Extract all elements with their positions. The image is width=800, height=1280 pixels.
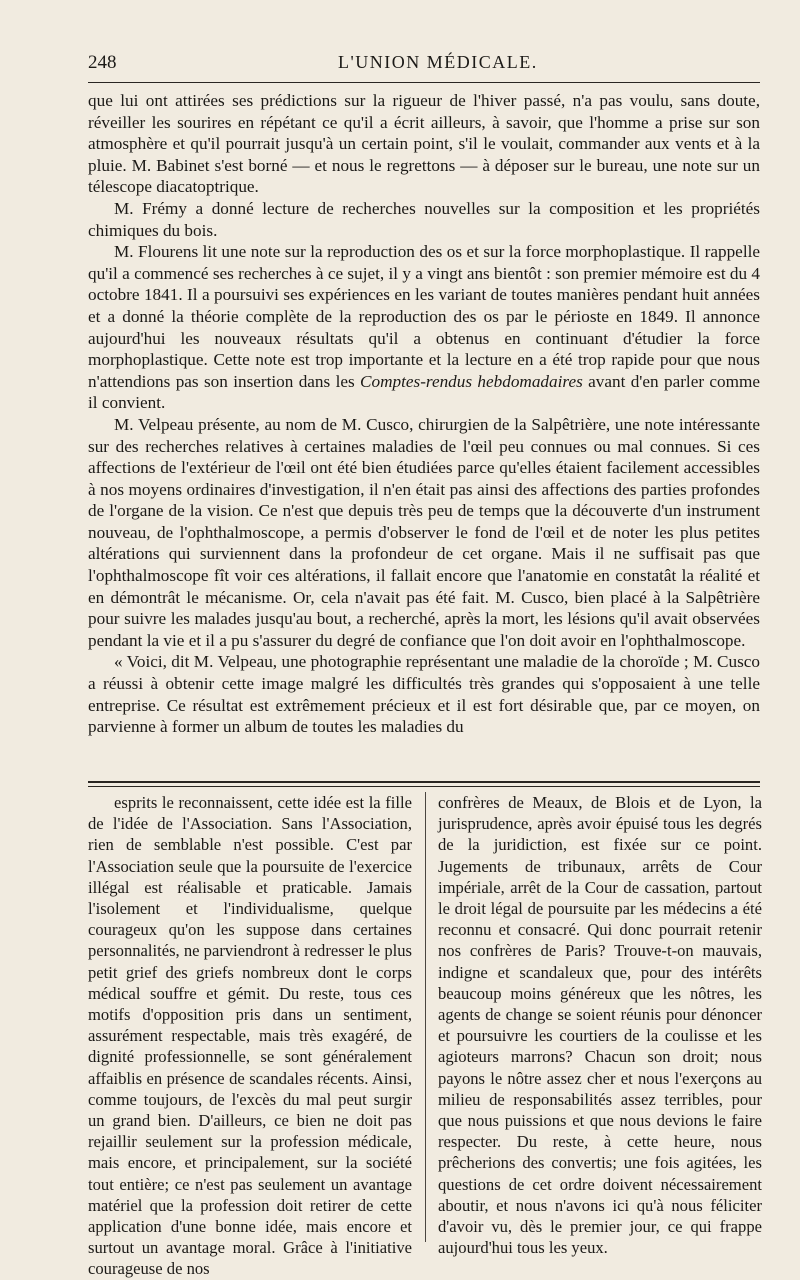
running-head [88, 46, 768, 80]
paragraph-quotation: « Voici, dit M. Velpeau, une photographie représentant une maladie de la choroïde ; M. Cusco a réussi à obtenir cette image malgré les difficultés très grandes qui s'opposaient à une telle entreprise. Ce résultat est extrêmement précieux et il est fort désirable que, par ce moyen, on parvienne à former un album de toutes les maladies du [88, 652, 760, 737]
feuilleton-right-text: confrères de Meaux, de Blois et de Lyon, la jurisprudence, après avoir épuisé tous les degrés de la juridiction, est fixée sur ce point. Jugements de tribunaux, arrêts de Cour impériale, arrêt de la Cour de cassation, partout le droit légal de poursuite par les médecins a été reconnu et consacré. Qui donc pourrait retenir nos confrères de Paris? Trouve-t-on mauvais, indigne et scandaleux que, pour des intérêts beaucoup moins généreux que les nôtres, les agents de change se soient réunis pour dénoncer et poursuivre les courtiers de la coulisse et les agioteurs marrons? Chacun son droit; nous payons le nôtre assez cher et nous l'exerçons au milieu de responsabilités assez terribles, pour que nous puissions et que nous devions le faire respecter. Du reste, à cette heure, nous prêcherions des convertis; une fois agitées, les questions de cet ordre doivent nécessairement aboutir, et nous n'avons ici qu'à nous féliciter d'avoir vu, dès le premier jour, ce qui frappe aujourd'hui tous les yeux. [438, 793, 762, 1258]
feuilleton-separator-thick [88, 781, 760, 783]
main-article [88, 90, 760, 738]
feuilleton-column-left [88, 792, 412, 1280]
paragraph-flourens-text: M. Flourens lit une note sur la reproduction des os et sur la force morphoplastique. Il rappelle qu'il a commencé ses recherches à ce sujet, il y a vingt ans bientôt : son premier mémoire est du 4 octobre 1841. Il a poursuivi ses expériences en les variant de toutes manières pendant huit années et a donné la théorie complète de la reproduction des os par le périoste en 1849. Il annonce aujourd'hui les nouveaux résultats qu'il a obtenus en continuant d'étudier la force morphoplastique. Cette note est trop importante et la lecture en a été trop rapide pour que nous n'attendions pas son insertion dans les [88, 242, 760, 391]
paragraph-flourens [88, 241, 760, 414]
header-rule [88, 82, 760, 83]
feuilleton-left-text: esprits le reconnaissent, cette idée est la fille de l'idée de l'Association. Sans l'Association, rien de semblable n'est possible. C'est par l'Association seule que la poursuite de l'exercice illégal est réalisable et praticable. Jamais l'isolement et l'individualisme, quelque courageux qu'on les suppose dans certaines personnalités, ne parviendront à redresser le plus petit grief des griefs nombreux dont le corps médical souffre et gémit. Du reste, tous ces motifs d'opposition pris dans un sentiment, assurément respectable, mais très exagéré, de dignité professionnelle, se sont généralement affaiblis en présence de scandales récents. Ainsi, comme toujours, de l'excès du mal peut surgir un grand bien. D'ailleurs, ce bien ne doit pas rejaillir seulement sur la profession médicale, mais encore, et principalement, sur la société tout entière; ce n'est pas seulement un avantage matériel que la profession doit retirer de cette application d'une bonne idée, mais encore et surtout un avantage moral. Grâce à l'initiative courageuse de nos [88, 793, 412, 1279]
page-number: 248 [88, 52, 117, 73]
paragraph-fremy: M. Frémy a donné lecture de recherches nouvelles sur la composition et les propriétés chimiques du bois. [88, 198, 760, 240]
paragraph-flourens-end: avant d'en parler comme il convient. [88, 371, 760, 413]
feuilleton-column-right [438, 792, 762, 1258]
journal-title: L'UNION MÉDICALE. [338, 52, 538, 72]
feuilleton-separator-thin [88, 786, 760, 787]
column-divider [425, 792, 426, 1242]
paragraph-velpeau: M. Velpeau présente, au nom de M. Cusco, chirurgien de la Salpêtrière, une note intéressante sur des recherches relatives à certaines maladies de l'œil peu connues ou mal connues. Si ces affections de l'extérieur de l'œil ont été bien étudiées parce qu'elles étaient facilement accessibles à nos moyens ordinaires d'investigation, il n'en était pas ainsi des affections des parties profondes de l'organe de la vision. Ce n'est que depuis très peu de temps que la découverte d'un instrument nouveau, de l'ophthalmoscope, a permis d'observer le fond de l'œil et de noter les plus petites altérations qui surviennent dans la profondeur de cet organe. Mais il ne suffisait pas que l'ophthalmoscope fît voir ces altérations, il fallait encore que l'anatomie en constatât la réalité et en démontrât le mécanisme. Or, cela n'avait pas été fait. M. Cusco, bien placé à la Salpêtrière pour suivre les malades jusqu'au bout, a recherché, après la mort, les lésions qu'il avait observées pendant la vie et il a pu s'assurer du degré de confiance que l'on doit avoir en l'ophthalmoscope. [88, 414, 760, 650]
comptes-rendus-title: Comptes-rendus hebdomadaires [360, 371, 583, 391]
paragraph-babinet: que lui ont attirées ses prédictions sur la rigueur de l'hiver passé, n'a pas voulu, sans doute, réveiller les sourires en répétant ce qu'il a écrit ailleurs, à savoir, que l'homme a prise sur son atmosphère et qu'il pourrait jusqu'à un certain point, s'il le voulait, commander aux vents et à la pluie. M. Babinet s'est borné — et nous le regrettons — à déposer sur le bureau, une note sur un télescope diacatoptrique. [88, 91, 760, 197]
